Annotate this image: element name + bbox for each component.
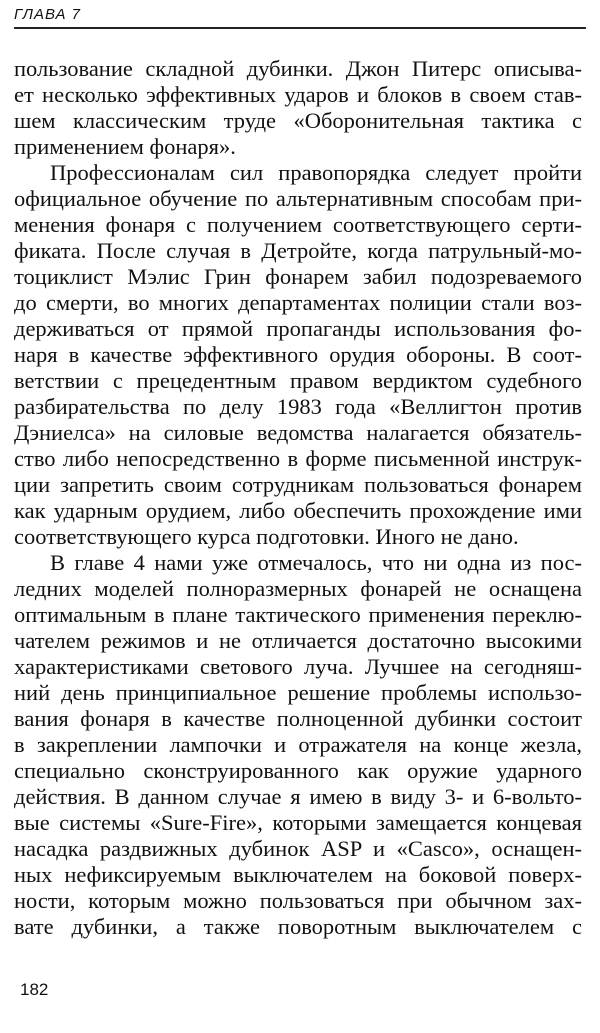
text-line: характеристиками светового луча. Лучшее на сегодняш- [14,654,582,679]
text-line: оптимальным в плане тактического применения переклю- [14,602,582,627]
text-line: пользование складной дубинки. Джон Питерс описыва- [14,56,582,81]
text-line: ледних моделей полноразмерных фонарей не оснащена [14,576,582,601]
text-line: ности, которым можно пользоваться при обычном зах- [14,888,582,913]
text-line: ции запретить своим сотрудникам пользоваться фонарем [14,472,582,497]
header-rule [14,27,586,29]
text-line: В главе 4 нами уже отмечалось, что ни одна из пос- [50,550,582,575]
running-head: ГЛАВА 7 [14,6,81,23]
text-line: в закреплении лампочки и отражателя на конце жезла, [14,732,582,757]
text-line: ных нефиксируемым выключателем на боковой поверх- [14,862,582,887]
page-number: 182 [20,980,49,999]
text-line: Дэниелса» на силовые ведомства налагается обязатель- [14,420,582,445]
text-line: как ударным орудием, либо обеспечить прохождение ими [14,498,582,523]
text-line: вате дубинки, а также поворотным выключателем с [14,914,582,939]
text-line: официальное обучение по альтернативным способам при- [14,186,582,211]
text-line: держиваться от прямой пропаганды использования фо- [14,316,582,341]
text-line: менения фонаря с получением соответствующего серти- [14,212,582,237]
text-line: шем классическим труде «Оборонительная тактика с [14,108,582,133]
text-line: насадка раздвижных дубинок ASP и «Casco», оснащен- [14,836,582,861]
text-line: ство либо непосредственно в форме письменной инструк- [14,446,582,471]
text-line: чателем режимов и не отличается достаточно высокими [14,628,582,653]
text-line: действия. В данном случае я имею в виду 3- и 6-вольто- [14,784,582,809]
text-line: применением фонаря». [14,134,236,159]
text-line: Профессионалам сил правопорядка следует пройти [50,160,582,185]
text-line: вые системы «Sure-Fire», которыми замещается концевая [14,810,582,835]
text-line: до смерти, во многих департаментах полиции стали воз- [14,290,582,315]
text-line: вания фонаря в качестве полноценной дубинки состоит [14,706,582,731]
text-line: ет несколько эффективных ударов и блоков в своем став- [14,82,582,107]
text-line: соответствующего курса подготовки. Иного не дано. [14,524,519,549]
text-line: специально сконструированного как оружие ударного [14,758,582,783]
text-line: наря в качестве эффективного орудия обороны. В соот- [14,342,582,367]
text-line: разбирательства по делу 1983 года «Веллигтон против [14,394,582,419]
text-line: ний день принципиальное решение проблемы использо- [14,680,582,705]
text-line: фиката. После случая в Детройте, когда патрульный-мо- [14,238,582,263]
body-text [14,56,582,940]
text-line: ветствии с прецедентным правом вердиктом судебного [14,368,582,393]
text-line: тоциклист Мэлис Грин фонарем забил подозреваемого [14,264,582,289]
